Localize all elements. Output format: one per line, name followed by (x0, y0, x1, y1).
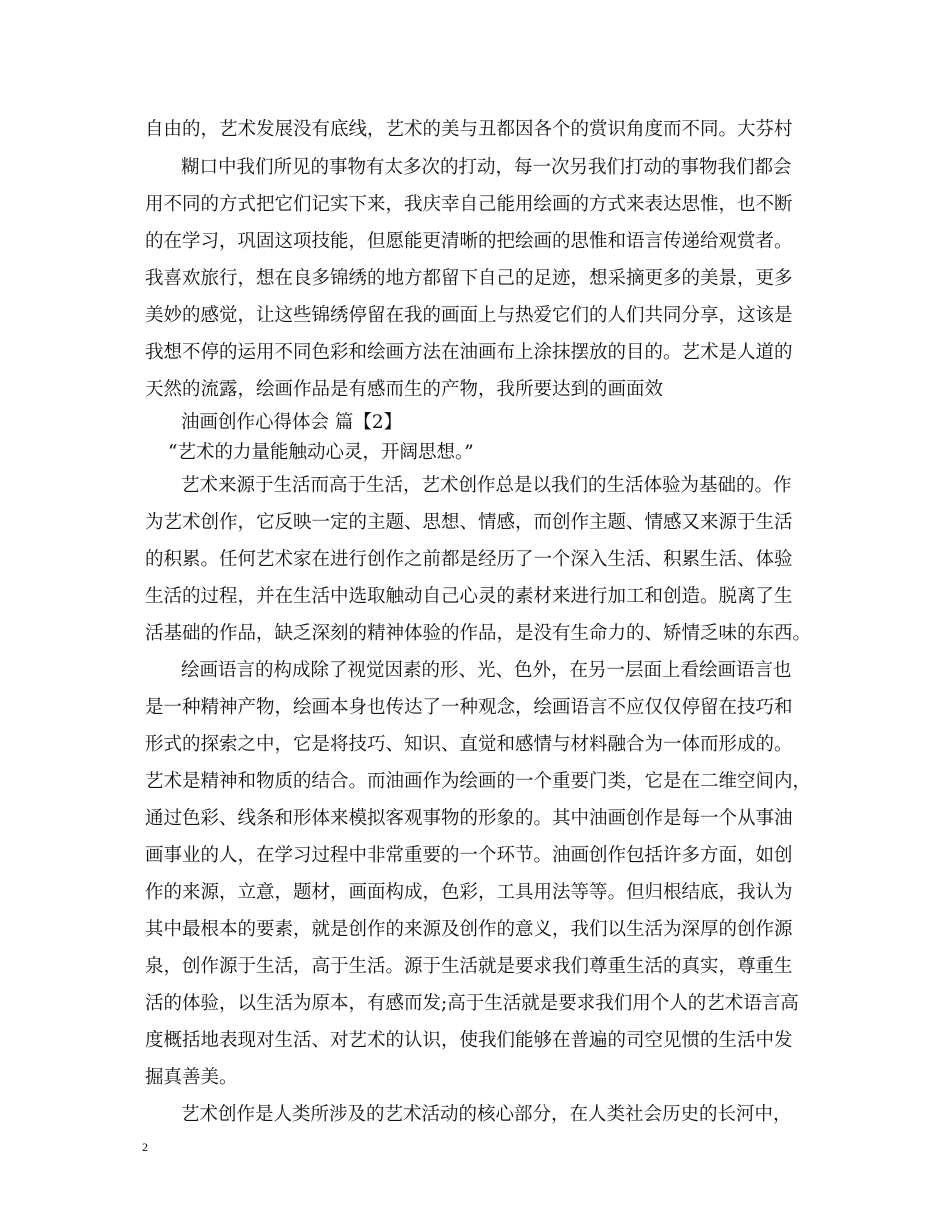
text-line: 艺术是精神和物质的结合。而油画作为绘画的一个重要门类，它是在二维空间内， (145, 771, 812, 792)
text-line: 掘真善美。 (145, 1067, 238, 1088)
text-line: 天然的流露，绘画作品是有感而生的产物，我所要达到的画面效 (145, 379, 664, 400)
text-line: 其中最根本的要素，就是创作的来源及创作的意义，我们以生活为深厚的创作源 (145, 919, 793, 940)
text-line: 艺术创作是人类所涉及的艺术活动的核心部分，在人类社会历史的长河中， (181, 1104, 792, 1125)
text-line: 泉，创作源于生活，高于生活。源于生活就是要求我们尊重生活的真实，尊重生 (145, 956, 793, 977)
text-line: 是一种精神产物，绘画本身也传达了一种观念，绘画语言不应仅仅停留在技巧和 (145, 697, 793, 718)
text-line: 形式的探索之中，它是将技巧、知识、直觉和感情与材料融合为一体而形成的。 (145, 734, 793, 755)
section-heading: 油画创作心得体会 篇【2】 (181, 412, 403, 433)
text-line: 画事业的人，在学习过程中非常重要的一个环节。油画创作包括许多方面，如创 (145, 845, 793, 866)
text-line: 糊口中我们所见的事物有太多次的打动，每一次另我们打动的事物我们都会 (181, 157, 792, 178)
text-line: 作的来源，立意，题材，画面构成，色彩，工具用法等等。但归根结底，我认为 (145, 882, 793, 903)
text-line: 活基础的作品，缺乏深刻的精神体验的作品，是没有生命力的、矫情乏味的东西。 (145, 623, 812, 644)
page-number: 2 (142, 1140, 148, 1154)
quote-line: “艺术的力量能触动心灵，开阔思想。” (168, 442, 474, 463)
text-line: 美妙的感觉，让这些锦绣停留在我的画面上与热爱它们的人们共同分享，这该是 (145, 305, 793, 326)
text-line: 的积累。任何艺术家在进行创作之前都是经历了一个深入生活、积累生活、体验 (145, 549, 793, 570)
text-line: 艺术来源于生活而高于生活，艺术创作总是以我们的生活体验为基础的。作 (181, 475, 792, 496)
text-line: 度概括地表现对生活、对艺术的认识，使我们能够在普遍的司空见惯的生活中发 (145, 1030, 793, 1051)
text-line: 生活的过程，并在生活中选取触动自己心灵的素材来进行加工和创造。脱离了生 (145, 586, 793, 607)
text-line: 通过色彩、线条和形体来模拟客观事物的形象的。其中油画创作是每一个从事油 (145, 808, 793, 829)
text-line: 用不同的方式把它们记实下来，我庆幸自己能用绘画的方式来表达思惟，也不断 (145, 194, 793, 215)
text-line: 自由的，艺术发展没有底线，艺术的美与丑都因各个的赏识角度而不同。大芬村 (145, 119, 793, 140)
text-line: 我想不停的运用不同色彩和绘画方法在油画布上涂抹摆放的目的。艺术是人道的 (145, 342, 793, 363)
text-line: 活的体验，以生活为原本，有感而发;高于生活就是要求我们用个人的艺术语言高 (145, 993, 799, 1014)
text-line: 的在学习，巩固这项技能，但愿能更清晰的把绘画的思惟和语言传递给观赏者。 (145, 231, 793, 252)
text-line: 绘画语言的构成除了视觉因素的形、光、色外，在另一层面上看绘画语言也 (181, 660, 792, 681)
text-line: 为艺术创作，它反映一定的主题、思想、情感，而创作主题、情感又来源于生活 (145, 512, 793, 533)
text-line: 我喜欢旅行，想在良多锦绣的地方都留下自己的足迹，想采摘更多的美景，更多 (145, 268, 793, 289)
